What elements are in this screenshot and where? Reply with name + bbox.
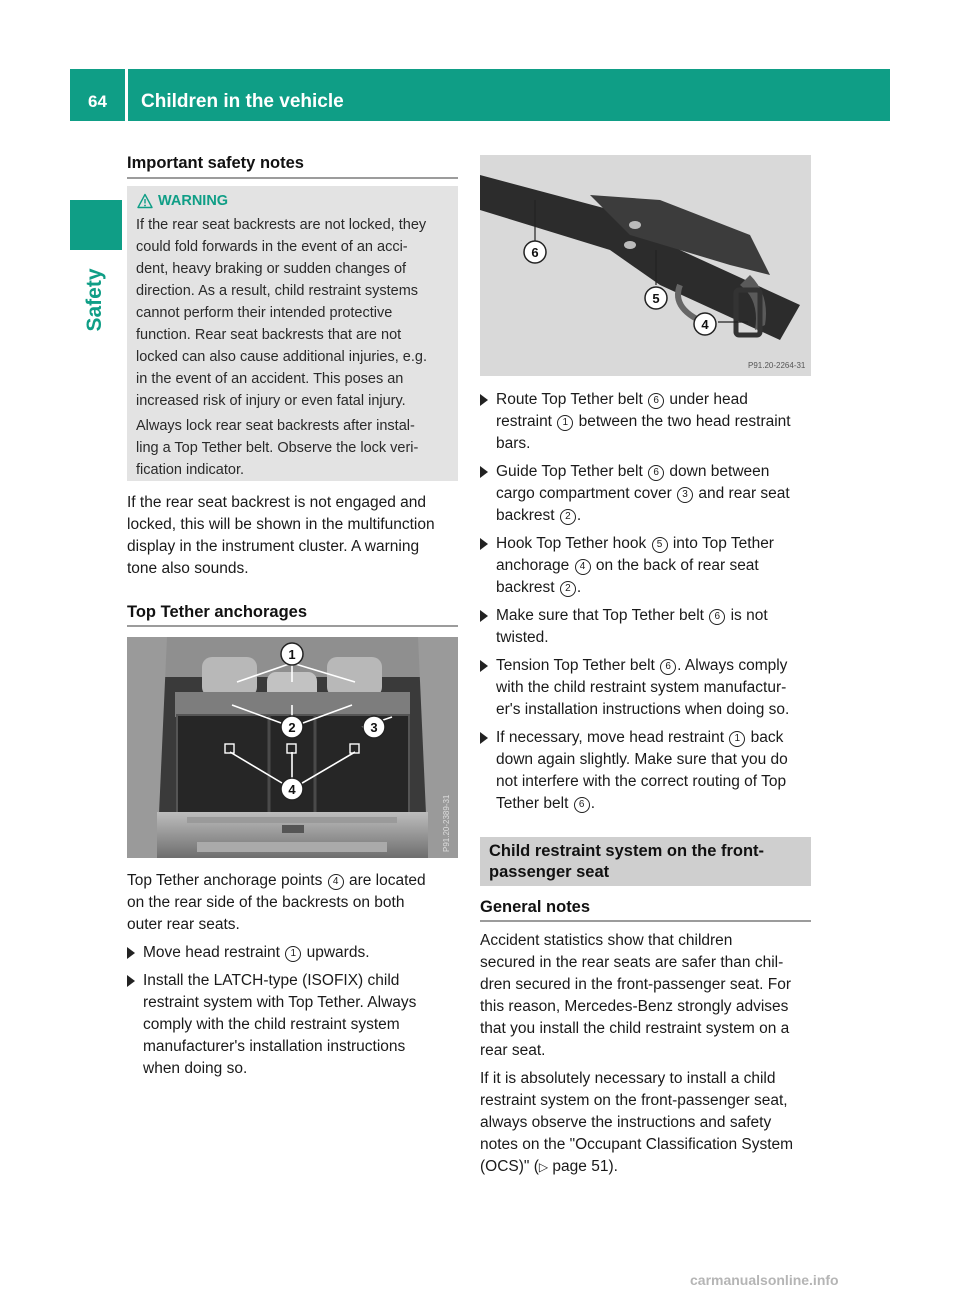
tether-belt-illustration: [480, 155, 811, 376]
heading-rule: [480, 920, 811, 922]
page-number: 64: [88, 92, 107, 111]
step-tension-belt: Tension Top Tether belt 6 . Always comply with the child restraint system manufactur- er's installation instructions when doing so.: [480, 655, 815, 721]
text-line: outer rear seats.: [127, 916, 240, 933]
callout-6: [524, 241, 546, 263]
warning-line: could fold forwards in the event of an acci-: [136, 239, 408, 255]
callout-4b: [694, 313, 716, 335]
step-hook-tether: Hook Top Tether hook 5 into Top Tether anchorage 4 on the back of rear seat backrest 2 .: [480, 533, 815, 599]
page-reference-link[interactable]: page 51).: [548, 1158, 618, 1175]
text-line: dren secured in the front-passenger seat. For: [480, 976, 792, 993]
section-title: Child restraint system on the front- passenger seat: [489, 842, 765, 881]
heading-top-tether-anchorages: Top Tether anchorages: [127, 603, 308, 621]
step-arrow-icon: [480, 538, 488, 550]
text-line: tone also sounds.: [127, 560, 249, 577]
paragraph-backrest-warning: [127, 492, 462, 580]
callout-ref: 1: [557, 415, 573, 431]
callout-ref: 6: [574, 797, 590, 813]
warning-line: If the rear seat backrests are not locked, they: [136, 217, 427, 233]
svg-text:2: 2: [288, 720, 296, 735]
warning-line: direction. As a result, child restraint systems: [136, 283, 419, 299]
svg-text:1: 1: [288, 647, 296, 662]
svg-text:4: 4: [701, 317, 709, 332]
warning-line: dent, heavy braking or sudden changes of: [136, 261, 407, 277]
text-line: that you install the child restraint system on a: [480, 1020, 790, 1037]
step-check-twisted: Make sure that Top Tether belt 6 is not twisted.: [480, 605, 815, 649]
svg-text:5: 5: [652, 291, 660, 306]
text-line: always observe the instructions and safety: [480, 1114, 772, 1131]
callout-1: [281, 643, 303, 665]
text-line: this reason, Mercedes-Benz strongly advises: [480, 998, 789, 1015]
callout-ref: 1: [729, 731, 745, 747]
callout-ref: 6: [709, 609, 725, 625]
step-move-head-restraint: Move head restraint 1 upwards.: [127, 942, 462, 964]
text-line: If the rear seat backrest is not engaged and: [127, 494, 426, 511]
step-install-latch: Install the LATCH-type (ISOFIX) child restraint system with Top Tether. Always comply with the child restraint system manufacturer's installation instructions when doing so.: [127, 970, 462, 1080]
step-move-restraint-back: If necessary, move head restraint 1 back down again slightly. Make sure that you do not interfere with the correct routing of Top Tether belt 6 .: [480, 727, 815, 815]
callout-ref: 2: [560, 509, 576, 525]
step-arrow-icon: [480, 466, 488, 478]
heading-rule: [127, 177, 458, 179]
svg-text:3: 3: [370, 720, 378, 735]
callout-ref: 6: [648, 393, 664, 409]
warning-line: fication indicator.: [136, 462, 245, 478]
text-line: notes on the "Occupant Classification System: [480, 1136, 794, 1153]
page-ref-icon: ▷: [538, 1160, 549, 1174]
image-code: P91.20-2389-31: [442, 794, 451, 852]
step-arrow-icon: [480, 610, 488, 622]
callout-ref: 3: [677, 487, 693, 503]
callout-3: [363, 716, 385, 738]
warning-line: cannot perform their intended protective: [136, 305, 393, 321]
warning-line: locked can also cause additional injuries, e.g.: [136, 349, 427, 365]
warning-line: ling a Top Tether belt. Observe the lock veri-: [136, 440, 419, 456]
warning-line: Always lock rear seat backrests after instal-: [136, 418, 415, 434]
callout-5: [645, 287, 667, 309]
warning-line: in the event of an accident. This poses an: [136, 371, 404, 387]
callout-ref: 4: [575, 559, 591, 575]
step-arrow-icon: [480, 732, 488, 744]
step-route-belt: Route Top Tether belt 6 under head restraint 1 between the two head restraint bars.: [480, 389, 815, 455]
callout-ref: 4: [328, 874, 344, 890]
warning-content: [136, 190, 454, 481]
step-arrow-icon: [480, 394, 488, 406]
paragraph-anchorage-points: [127, 870, 462, 1080]
callout-ref: 5: [652, 537, 668, 553]
callout-2: [281, 716, 303, 738]
callout-4: [281, 778, 303, 800]
section-label: Safety: [83, 268, 106, 332]
callout-ref: 2: [560, 581, 576, 597]
warning-label: WARNING: [158, 193, 229, 209]
section-marker: [70, 200, 122, 250]
text-line: display in the instrument cluster. A warning: [127, 538, 420, 555]
callout-ref: 1: [285, 946, 301, 962]
text-line: Top Tether anchorage points 4 are located: [127, 872, 426, 889]
callout-ref: 6: [648, 465, 664, 481]
callout-ref: 6: [660, 659, 676, 675]
text-line: (OCS)" (▷ page 51).: [480, 1158, 618, 1175]
text-line: If it is absolutely necessary to install a child: [480, 1070, 776, 1087]
step-arrow-icon: [480, 660, 488, 672]
section-tab: [60, 262, 130, 332]
heading-important-safety-notes: Important safety notes: [127, 154, 304, 172]
chapter-title: Children in the vehicle: [141, 91, 344, 112]
steps-route-tether: [480, 389, 815, 815]
warning-line: function. Rear seat backrests that are not: [136, 327, 402, 343]
heading-rule: [127, 625, 458, 627]
heading-general-notes: General notes: [480, 898, 591, 916]
cargo-area-illustration: [127, 637, 458, 858]
text-line: on the rear side of the backrests on both: [127, 894, 405, 911]
svg-text:6: 6: [531, 245, 539, 260]
step-arrow-icon: [127, 975, 135, 987]
svg-text:4: 4: [288, 782, 296, 797]
text-line: Accident statistics show that children: [480, 932, 733, 949]
text-line: secured in the rear seats are safer than chil-: [480, 954, 784, 971]
text-line: rear seat.: [480, 1042, 546, 1059]
text-line: locked, this will be shown in the multifunction: [127, 516, 435, 533]
step-arrow-icon: [127, 947, 135, 959]
paragraph-general-notes: [480, 930, 815, 1178]
text-line: restraint system on the front-passenger seat,: [480, 1092, 788, 1109]
image-code: P91.20-2264-31: [748, 361, 806, 370]
step-guide-belt: Guide Top Tether belt 6 down between cargo compartment cover 3 and rear seat backrest 2 .: [480, 461, 815, 527]
warning-line: increased risk of injury or even fatal injury.: [136, 393, 406, 409]
watermark: carmanualsonline.info: [690, 1272, 839, 1288]
